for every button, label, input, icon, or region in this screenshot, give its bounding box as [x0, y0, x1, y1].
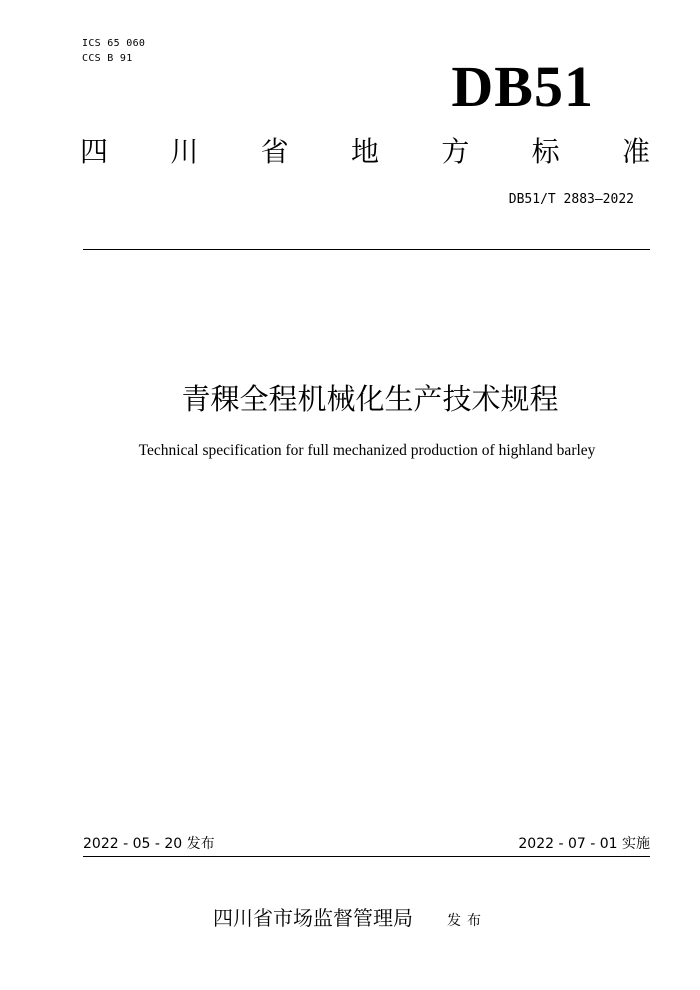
date-row: [83, 834, 650, 854]
standard-type-char: 标: [531, 135, 560, 168]
standard-type-char: 川: [170, 135, 199, 168]
ics-code: ICS 65 060: [82, 38, 146, 49]
issue-date: 2022 - 05 - 20 发布: [83, 836, 215, 852]
document-title-en: Technical specification for full mechanized production of highland barley: [138, 442, 596, 459]
standard-type-char: 省: [260, 135, 289, 168]
classification-codes: [82, 36, 145, 66]
publisher-name: 四川省市场监督管理局: [213, 906, 413, 930]
standard-type-char: 准: [621, 135, 650, 168]
standard-type-char: 地: [350, 135, 379, 168]
document-title-zh: 青稞全程机械化生产技术规程: [181, 382, 559, 416]
standard-number: DB51/T 2883—2022: [508, 192, 634, 207]
ccs-code: CCS B 91: [82, 53, 133, 64]
implement-date: 2022 - 07 - 01 实施: [518, 836, 650, 852]
header-divider: [83, 249, 650, 250]
standard-type-char: 方: [441, 135, 470, 168]
standard-type: [80, 134, 650, 170]
footer-divider: [83, 856, 650, 857]
db-mark: DB51: [451, 54, 594, 119]
publisher-row: [213, 904, 487, 932]
standard-type-char: 四: [80, 135, 109, 168]
publish-label: 发布: [447, 913, 487, 929]
